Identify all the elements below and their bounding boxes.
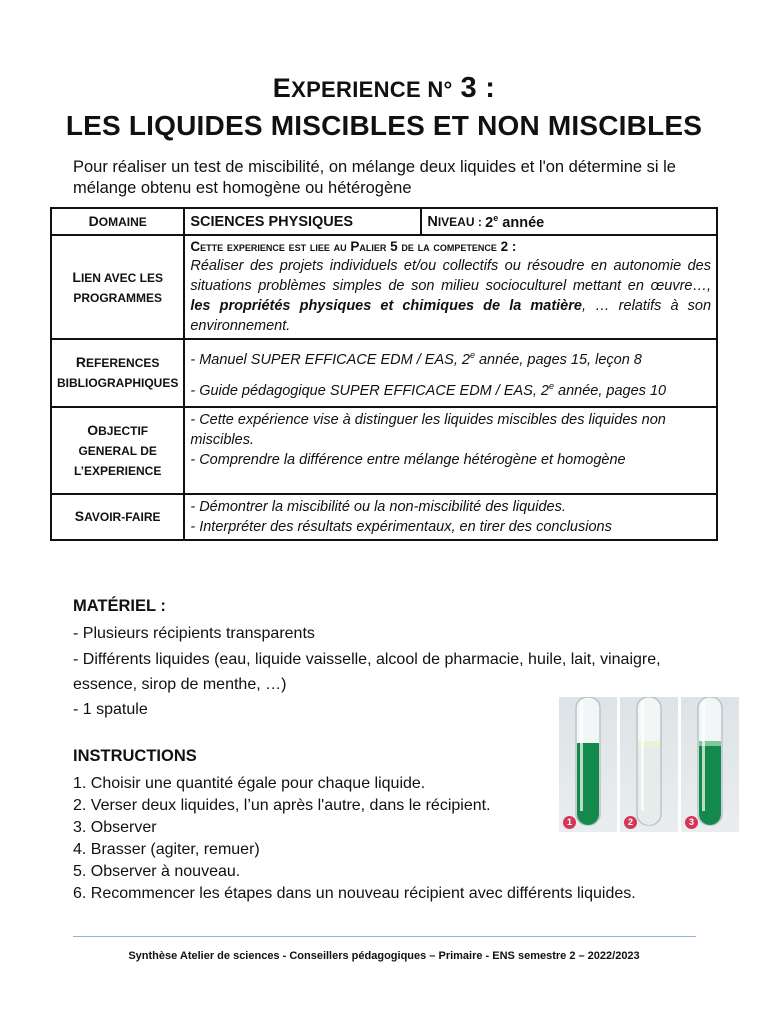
lien-header: Cette experience est liee au Palier 5 de la competence 2 :	[190, 239, 517, 254]
test-tube-2	[620, 697, 678, 832]
row-savoir-faire	[51, 494, 717, 540]
title-line-2: LES LIQUIDES MISCIBLES ET NON MISCIBLES	[65, 110, 703, 141]
savoir-faire-1: - Démontrer la miscibilité ou la non-miscibilité des liquides.	[190, 498, 566, 515]
niveau-cell: NIVEAU : 2e année	[421, 208, 717, 235]
test-tubes-photo	[559, 697, 739, 832]
tube-number-badge: 1	[563, 816, 576, 829]
instructions-title: INSTRUCTIONS	[73, 747, 197, 765]
savoir-faire-content	[184, 494, 717, 540]
objectif-content	[184, 407, 717, 494]
test-tube-1	[559, 697, 617, 832]
instruction-item: 3. Observer	[73, 819, 157, 836]
instruction-item: 6. Recommencer les étapes dans un nouveau récipient avec différents liquides.	[73, 885, 636, 902]
instruction-item: 2. Verser deux liquides, l’un après l'autre, dans le récipient.	[73, 797, 491, 814]
materiel-item: - 1 spatule	[73, 701, 148, 718]
reference-1: - Manuel SUPER EFFICACE EDM / EAS, 2e année, pages 15, leçon 8	[190, 350, 642, 368]
row-objectif	[51, 407, 717, 494]
instruction-item: 1. Choisir une quantité égale pour chaque liquide.	[73, 775, 426, 792]
objectif-1: - Cette expérience vise à distinguer les liquides miscibles des liquides non miscibles.	[190, 411, 666, 448]
row-lien	[51, 235, 717, 339]
tube-number-badge: 3	[685, 816, 698, 829]
references-content	[184, 339, 717, 407]
instruction-item: 4. Brasser (agiter, remuer)	[73, 841, 260, 858]
objectif-2: - Comprendre la différence entre mélange hétérogène et homogène	[190, 451, 626, 468]
label-lien: LIEN AVEC LES PROGRAMMES	[51, 235, 184, 339]
info-table	[50, 207, 718, 541]
row-domaine	[51, 208, 717, 235]
row-references	[51, 339, 717, 407]
savoir-faire-2: - Interpréter des résultats expérimentaux, en tirer des conclusions	[190, 518, 612, 535]
footer-divider	[73, 936, 696, 937]
test-tube-3	[681, 697, 739, 832]
title-line-1: EXPERIENCE N° 3 :	[272, 72, 496, 104]
label-objectif: OBJECTIF GENERAL DE L’EXPERIENCE	[51, 407, 184, 494]
label-savoir-faire: SAVOIR-FAIRE	[51, 494, 184, 540]
intro-text: Pour réaliser un test de miscibilité, on mélange deux liquides et l'on détermine si le mélange obtenu est homogène ou hétérogène	[73, 158, 676, 197]
reference-2: - Guide pédagogique SUPER EFFICACE EDM / EAS, 2e année, pages 10	[190, 380, 667, 399]
domaine-value: SCIENCES PHYSIQUES	[184, 208, 421, 235]
footer-text: Synthèse Atelier de sciences - Conseillers pédagogiques – Primaire - ENS semestre 2 – 2022/2023	[128, 950, 640, 962]
lien-content	[184, 235, 717, 339]
materiel-title: MATÉRIEL :	[73, 597, 166, 615]
tube-number-badge: 2	[624, 816, 637, 829]
label-domaine: DOMAINE	[51, 208, 184, 235]
instruction-item: 5. Observer à nouveau.	[73, 863, 241, 880]
materiel-item: - Différents liquides (eau, liquide vaisselle, alcool de pharmacie, huile, lait, vinaigre, essence, sirop de menthe, …)	[73, 651, 661, 693]
label-references: REFERENCES BIBLIOGRAPHIQUES	[51, 339, 184, 407]
materiel-item: - Plusieurs récipients transparents	[73, 625, 315, 642]
lien-text: Réaliser des projets individuels et/ou collectifs ou résoudre en autonomie des situations problèmes simples de son milieu socioculturel mettant en œuvre…, les propriétés physiques et chimiques de la matière, … relatifs à son environnement.	[190, 258, 712, 334]
